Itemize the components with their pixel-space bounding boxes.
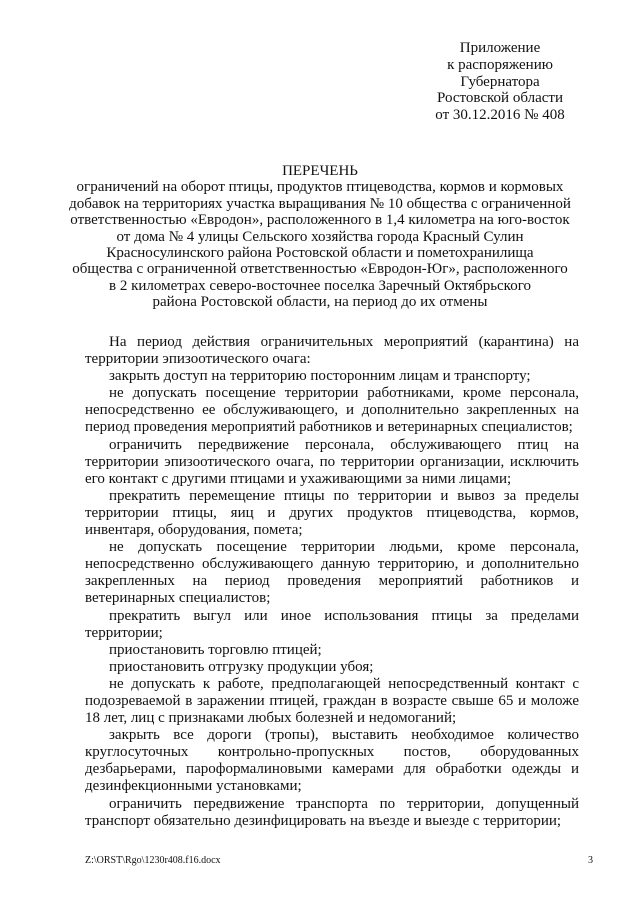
footer-file-path: Z:\ORST\Rgo\1230r408.f16.docx — [85, 855, 221, 866]
appendix-line: Ростовской области — [437, 90, 563, 107]
paragraph: ограничить передвижение персонала, обслуживающего птиц на территории эпизоотического очага, по территории организации, исключить его контакт с другими птицами и ухаживающими за ними лицами; — [85, 436, 579, 487]
title-line: добавок на территориях участка выращивания № 10 общества с ограниченной — [69, 195, 571, 212]
appendix-line: к распоряжению — [447, 56, 553, 73]
document-title — [60, 163, 580, 311]
paragraph: прекратить выгул или иное использования птицы за пределами территории; — [85, 607, 579, 641]
footer-page-number: 3 — [588, 855, 593, 866]
appendix-line: Приложение — [459, 40, 541, 56]
title-line: ограничений на оборот птицы, продуктов птицеводства, кормов и кормовых — [76, 179, 564, 196]
paragraph: На период действия ограничительных мероприятий (карантина) на территории эпизоотического очага: — [85, 334, 579, 368]
appendix-date-number: от 30.12.2016 № 408 — [435, 107, 565, 124]
title-line: ответственностью «Евродон», расположенного в 1,4 километра на юго-восток — [70, 212, 570, 229]
paragraph: не допускать посещение территории работниками, кроме персонала, непосредственно ее обслуживающего, и дополнительно закрепленных на период проведения мероприятий работников и ветеринарных специалистов; — [85, 385, 579, 436]
paragraph: ограничить передвижение транспорта по территории, допущенный транспорт обязательно дезинфицировать на въезде и выезде с территории; — [85, 795, 579, 829]
title-line: общества с ограниченной ответственностью «Евродон-Юг», расположенного — [72, 261, 568, 278]
paragraph: не допускать посещение территории людьми, кроме персонала, непосредственно обслуживающего данную территорию, и дополнительно закрепленных на период проведения мероприятий работников и ветеринарных специалистов; — [85, 539, 579, 607]
document-body — [85, 334, 579, 830]
paragraph: прекратить перемещение птицы по территории и вывоз за пределы территории птицы, яиц и других продуктов птицеводства, кормов, инвентаря, оборудования, помета; — [85, 487, 579, 539]
title-line: района Ростовской области, на период до их отмены — [152, 294, 488, 311]
paragraph: приостановить отгрузку продукции убоя; — [109, 658, 374, 675]
title-line: Красносулинского района Ростовской области и пометохранилища — [106, 245, 534, 262]
paragraph: закрыть все дороги (тропы), выставить необходимое количество круглосуточных контрольно-пропускных постов, оборудованных дезбарьерами, пароформалиновыми камерами для обработки одежды и дезинфекционными установками; — [85, 727, 579, 795]
title-line: в 2 километрах северо-восточнее поселка Заречный Октябрьского — [108, 277, 531, 294]
title-line: от дома № 4 улицы Сельского хозяйства города Красный Сулин — [116, 228, 524, 245]
paragraph: закрыть доступ на территорию посторонним лицам и транспорту; — [109, 368, 531, 385]
appendix-line: Губернатора — [460, 73, 540, 90]
title-heading: ПЕРЕЧЕНЬ — [282, 163, 358, 179]
appendix-block — [400, 40, 600, 124]
paragraph: не допускать к работе, предполагающей непосредственный контакт с подозреваемой в заражении птицей, граждан в возрасте свыше 65 и моложе 18 лет, лиц с признаками любых болезней и недомоганий; — [85, 675, 579, 727]
paragraph: приостановить торговлю птицей; — [109, 641, 322, 658]
